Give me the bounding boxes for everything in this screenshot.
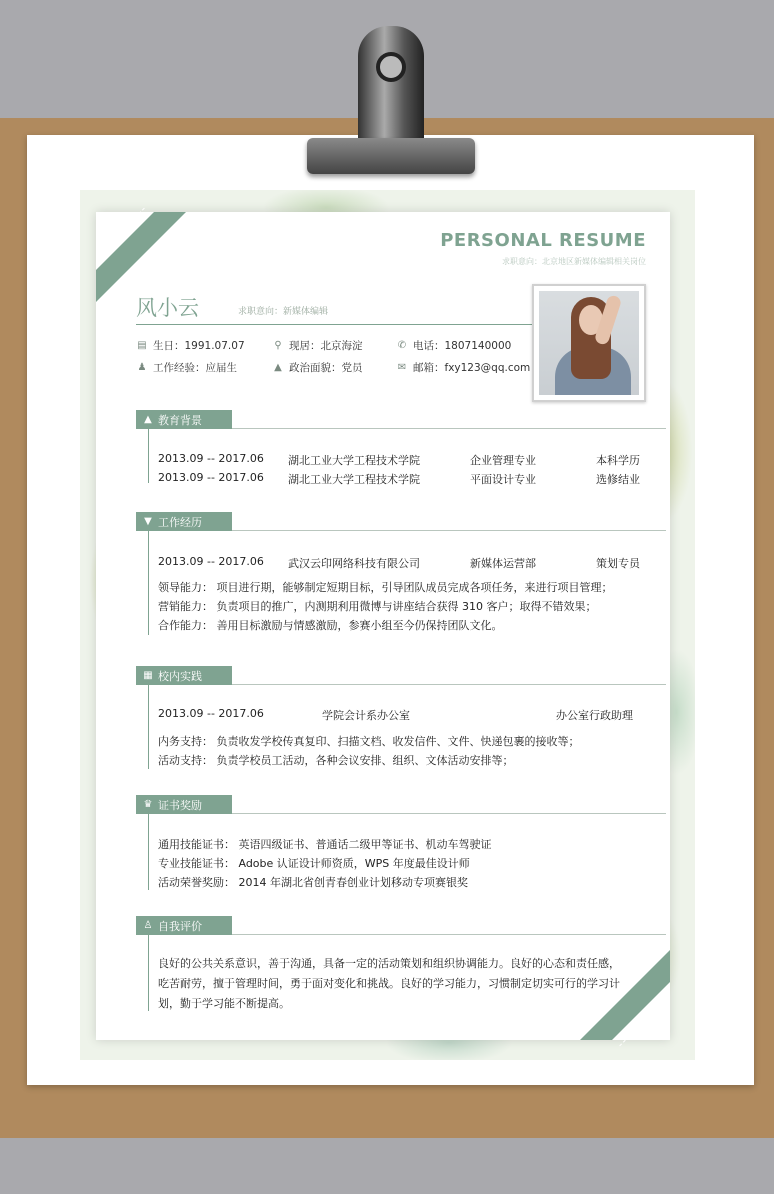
edu-degree: 本科学历: [596, 454, 640, 467]
corner-cut: [96, 212, 154, 270]
trophy-icon: ♛: [143, 799, 153, 810]
section-title: 校内实践: [158, 669, 202, 683]
section-bar: [148, 531, 149, 635]
edu-major: 企业管理专业: [470, 454, 536, 467]
campus-org: 学院会计系办公室: [322, 709, 410, 722]
info-phone: [396, 338, 511, 353]
work-line: 营销能力： 负责项目的推广，内测期利用微博与讲座结合获得 310 客户；取得不错效果；: [158, 600, 597, 613]
phone-text: 电话：1807140000: [413, 340, 512, 352]
info-politics: [272, 360, 363, 375]
location-icon: ⚲: [274, 340, 282, 351]
work-dept: 新媒体运营部: [470, 557, 536, 570]
resume-title: PERSONAL RESUME: [440, 230, 646, 251]
phone-icon: ✆: [397, 340, 407, 351]
section-awards: [136, 795, 232, 814]
edu-date: 2013.09 -- 2017.06: [158, 452, 264, 465]
windows-icon: ▦: [143, 670, 153, 681]
section-title: 教育背景: [158, 413, 202, 427]
section-campus: [136, 666, 232, 685]
work-company: 武汉云印网络科技有限公司: [288, 557, 420, 570]
tie-icon: ▼: [144, 516, 152, 527]
binder-clip-base: [307, 138, 475, 174]
award-line: 通用技能证书： 英语四级证书、普通话二级甲等证书、机动车驾驶证: [158, 838, 492, 851]
experience-text: 工作经验：应届生: [153, 362, 237, 374]
section-bar: [148, 814, 149, 890]
info-email: [396, 360, 530, 375]
resume-subtitle: 求职意向：北京地区新媒体编辑相关岗位: [502, 257, 646, 266]
section-work: [136, 512, 232, 531]
section-title: 自我评价: [158, 919, 202, 933]
politics-text: 政治面貌：党员: [289, 362, 363, 374]
person-icon: ♟: [137, 362, 147, 373]
resume-page: [96, 212, 670, 1040]
work-line: 合作能力： 善用目标激励与情感激励，参赛小组至今仍保持团队文化。: [158, 619, 503, 632]
work-date: 2013.09 -- 2017.06: [158, 555, 264, 568]
section-bar: [148, 429, 149, 483]
section-education: [136, 410, 232, 429]
edu-major: 平面设计专业: [470, 473, 536, 486]
calendar-icon: ▤: [137, 340, 147, 351]
campus-line: 内务支持： 负责收发学校传真复印、扫描文档、收发信件、文件、快递包裹的接收等；: [158, 735, 580, 748]
section-title: 证书奖励: [158, 798, 202, 812]
candidate-name: 风小云: [136, 296, 199, 320]
binder-clip: [358, 26, 424, 154]
section-title: 工作经历: [158, 515, 202, 529]
email-text: 邮箱：fxy123@qq.com: [413, 362, 531, 374]
wall-background-bottom: [0, 1138, 774, 1194]
profile-photo: [532, 284, 646, 402]
info-experience: [136, 360, 237, 375]
self-evaluation-text: 良好的公共关系意识，善于沟通，具备一定的活动策划和组织协调能力。良好的心态和责任感，吃苦耐劳，擅于管理时间，勇于面对变化和挑战。良好的学习能力，习惯制定切实可行的学习计划，勤于学习能不断提高。: [158, 957, 620, 1010]
mail-icon: ✉: [397, 362, 407, 373]
user-icon: ♙: [143, 920, 153, 931]
section-bar: [148, 935, 149, 1011]
award-line: 专业技能证书： Adobe 认证设计师资质，WPS 年度最佳设计师: [158, 857, 470, 870]
info-birthday: [136, 338, 245, 353]
campus-date: 2013.09 -- 2017.06: [158, 707, 264, 720]
residence-text: 现居：北京海淀: [289, 340, 363, 352]
section-bar: [148, 685, 149, 769]
edu-date: 2013.09 -- 2017.06: [158, 471, 264, 484]
edu-degree: 选修结业: [596, 473, 640, 486]
award-line: 活动荣誉奖励： 2014 年湖北省创青春创业计划移动专项赛银奖: [158, 876, 468, 889]
campus-line: 活动支持： 负责学校员工活动，各种会议安排、组织、文体活动安排等；: [158, 754, 514, 767]
birthday-text: 生日：1991.07.07: [153, 340, 245, 352]
binder-clip-hole: [376, 52, 406, 82]
graduation-icon: ▲: [144, 414, 152, 425]
name-underline: [136, 324, 532, 325]
work-line: 领导能力： 项目进行期，能够制定短期目标，引导团队成员完成各项任务，来进行项目管理；: [158, 581, 613, 594]
section-self: [136, 916, 232, 935]
job-intent: 求职意向：新媒体编辑: [238, 307, 329, 317]
info-residence: [272, 338, 363, 353]
campus-role: 办公室行政助理: [556, 709, 633, 722]
edu-school: 湖北工业大学工程技术学院: [288, 454, 420, 467]
work-role: 策划专员: [596, 557, 640, 570]
edu-school: 湖北工业大学工程技术学院: [288, 473, 420, 486]
graduation-icon: ▲: [274, 362, 282, 373]
